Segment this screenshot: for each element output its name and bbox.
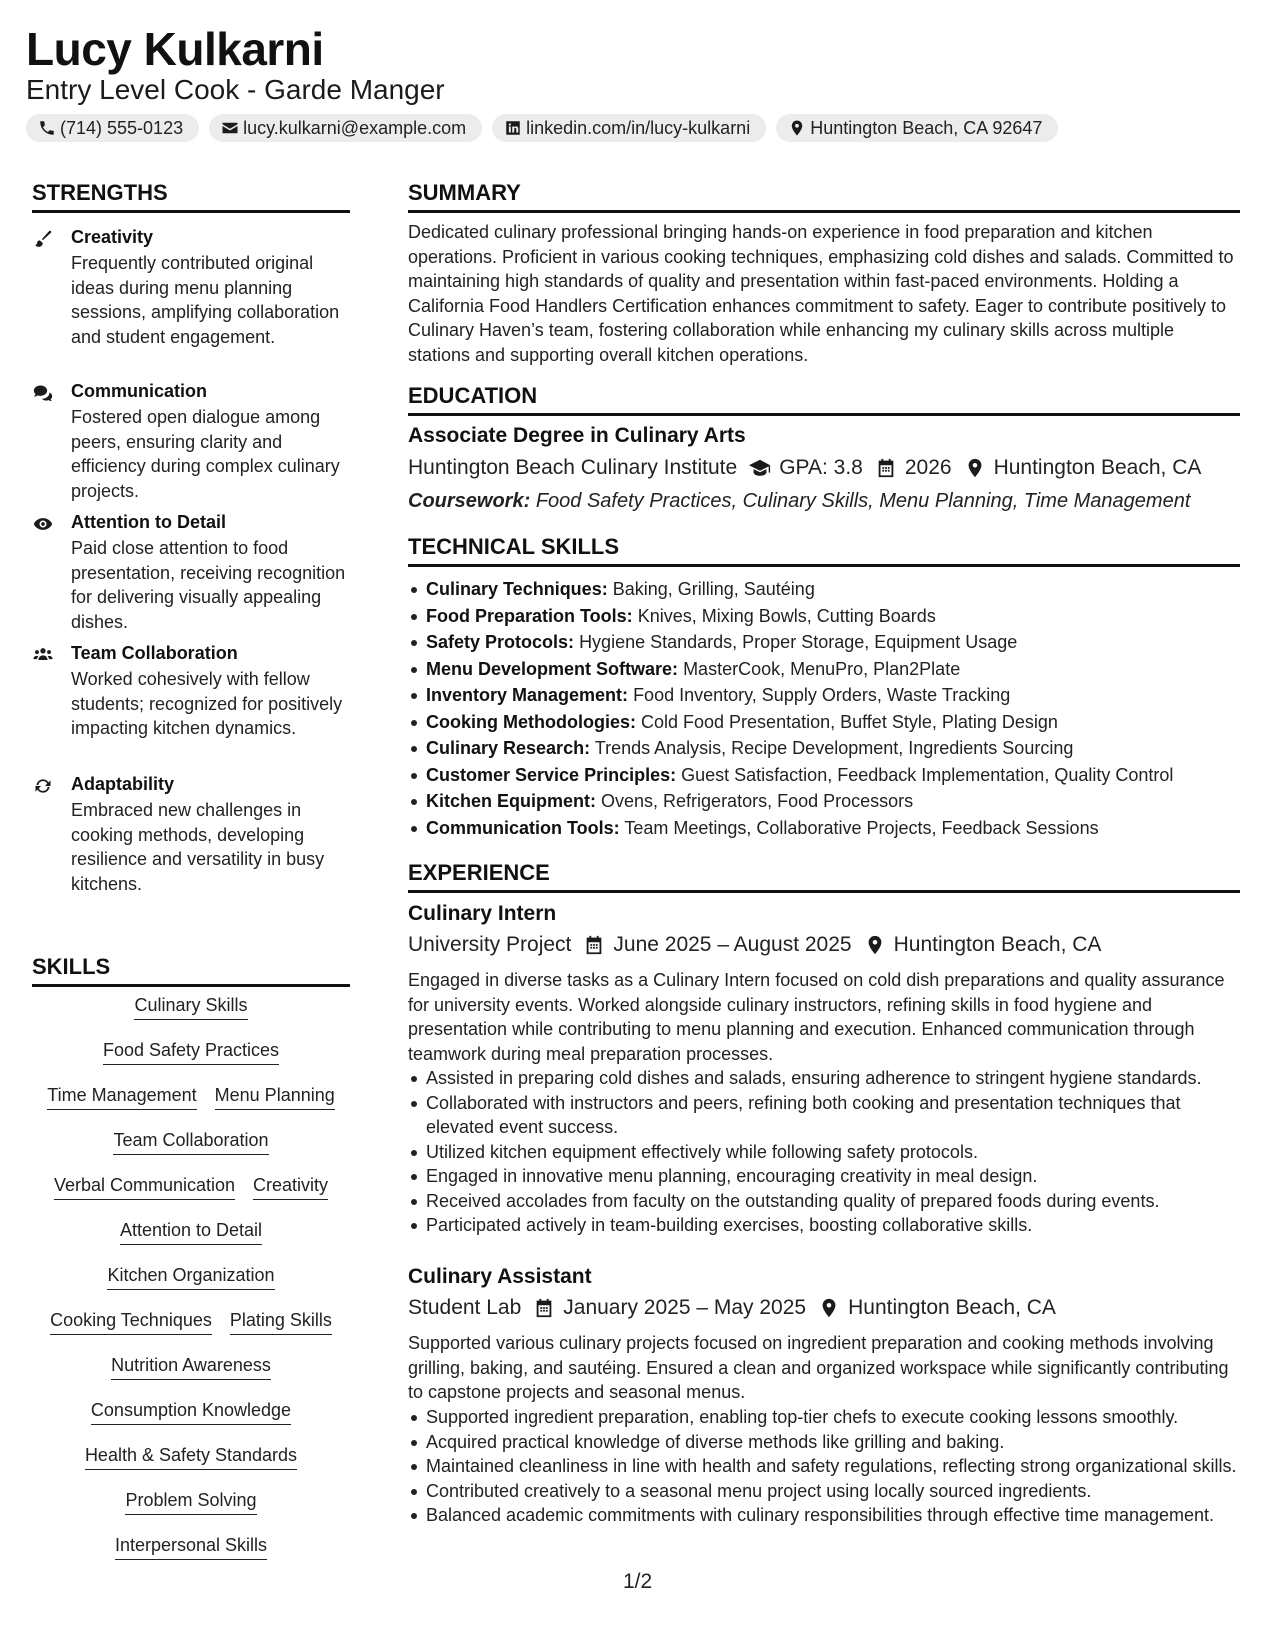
list-item [408,603,1240,630]
eye-icon [32,514,54,534]
strength-title: Creativity [71,227,154,247]
tech-skill-label: Food Preparation Tools: [426,605,633,626]
paintbrush-icon [32,229,54,249]
job-bullets [408,1405,1240,1528]
contact-linkedin[interactable] [492,114,766,142]
list-item [408,815,1240,842]
calendar-icon [875,457,897,479]
contact-location [776,114,1058,142]
calendar-icon [583,934,605,956]
strength-desc: Embraced new challenges in cooking methods, developing resilience and versatility in busy kitchens. [71,800,325,894]
skills-list [32,994,350,1579]
contact-email[interactable] [209,114,482,142]
strength-desc: Fostered open dialogue among peers, ensuring clarity and efficiency during complex culinary projects. [71,407,340,501]
list-item [408,788,1240,815]
list-item [408,682,1240,709]
skill-tag: Cooking Techniques [50,1309,212,1335]
skill-row [32,1444,350,1489]
skill-tag: Time Management [47,1084,196,1110]
tech-skill-label: Communication Tools: [426,817,620,838]
map-pin-icon [788,119,806,137]
sync-icon [32,776,54,796]
summary-heading: SUMMARY [408,180,1240,213]
skill-tag: Consumption Knowledge [91,1399,291,1425]
strength-desc: Paid close attention to food presentation, receiving recognition for delivering visually appealing dishes. [71,538,346,632]
skill-row [32,1534,350,1579]
envelope-icon [221,119,239,137]
graduation-cap-icon [749,457,771,479]
page-number: 1/2 [623,1570,653,1593]
strength-desc: Frequently contributed original ideas during menu planning sessions, amplifying collaboration and student engagement. [71,253,340,347]
tech-skill-value: Trends Analysis, Recipe Development, Ingredients Sourcing [594,738,1074,758]
job-location: Huntington Beach, CA [893,933,1102,956]
tech-skill-value: Baking, Grilling, Sautéing [612,579,815,599]
job-location: Huntington Beach, CA [848,1296,1056,1319]
strengths-heading: STRENGTHS [32,180,350,213]
map-pin-icon [864,934,886,956]
skills-heading: SKILLS [32,954,350,987]
job-org: Student Lab [408,1296,522,1319]
contact-location-text: Huntington Beach, CA 92647 [810,117,1043,138]
skill-row [32,1354,350,1399]
tech-skill-label: Culinary Research: [426,738,591,758]
job-bullets [408,1066,1240,1238]
candidate-title: Entry Level Cook - Garde Manger [26,74,445,105]
tech-skill-value: Ovens, Refrigerators, Food Processors [601,791,914,811]
list-item: Balanced academic commitments with culinary responsibilities through effective time management. [408,1503,1240,1528]
strength-desc: Worked cohesively with fellow students; recognized for positively impacting kitchen dynamics. [71,669,343,738]
list-item: Contributed creatively to a seasonal menu project using locally sourced ingredients. [408,1479,1240,1504]
linkedin-icon [504,119,522,137]
degree-name: Associate Degree in Culinary Arts [408,424,746,447]
tech-skill-label: Safety Protocols: [426,632,575,652]
skill-row [32,1219,350,1264]
list-item: Supported ingredient preparation, enabling top-tier chefs to execute cooking lessons smoothly. [408,1405,1240,1430]
tech-skill-label: Culinary Techniques: [426,579,608,599]
skill-row [32,1264,350,1309]
skill-row [32,1174,350,1219]
list-item: Utilized kitchen equipment effectively while following safety protocols. [408,1140,1240,1165]
skill-tag: Menu Planning [215,1084,335,1110]
job-dates: January 2025 – May 2025 [563,1296,807,1319]
job-title: Culinary Intern [408,902,557,925]
map-pin-icon [964,457,986,479]
contact-bar [26,114,1058,142]
skill-tag: Attention to Detail [120,1219,262,1245]
tech-skill-value: Cold Food Presentation, Buffet Style, Plating Design [641,711,1058,732]
tech-skill-value: Guest Satisfaction, Feedback Implementation, Quality Control [681,764,1174,785]
list-item [408,629,1240,656]
map-pin-icon [818,1297,840,1319]
job-summary: Engaged in diverse tasks as a Culinary Intern focused on cold dish preparations and quality assurance for university events. Worked alongside culinary instructors, refining skills in food hygiene and presentation while contributing to menu planning and execution. Enhanced communication through teamwork during meal preparation processes. [408,970,1225,1064]
graduation-year: 2026 [904,456,952,479]
job-dates: June 2025 – August 2025 [613,933,852,956]
strength-title: Team Collaboration [71,643,238,663]
contact-phone[interactable] [26,114,199,142]
job-meta [408,1296,1056,1320]
contact-phone-text: (714) 555-0123 [60,117,184,138]
skill-tag: Culinary Skills [134,994,247,1020]
strength-title: Communication [71,381,208,401]
job-org: University Project [408,933,572,956]
list-item [408,656,1240,683]
list-item: Engaged in innovative menu planning, encouraging creativity in meal design. [408,1164,1240,1189]
strength-title: Attention to Detail [71,512,226,532]
skill-tag: Nutrition Awareness [111,1354,271,1380]
technical-skills-heading: TECHNICAL SKILLS [408,534,1240,567]
education-location: Huntington Beach, CA [993,456,1202,479]
skill-tag: Health & Safety Standards [85,1444,297,1470]
skill-row [32,1399,350,1444]
tech-skill-label: Cooking Methodologies: [426,711,636,732]
calendar-icon [533,1297,555,1319]
tech-skill-value: MasterCook, MenuPro, Plan2Plate [683,658,961,679]
skill-row [32,994,350,1039]
strength-title: Adaptability [71,774,175,794]
summary-text: Dedicated culinary professional bringing hands-on experience in food preparation and kitchen operations. Proficient in various cooking techniques, emphasizing cold dishes and salads. Committed to maintaining high standards of quality and presentation within fast-paced environments. Holding a California Food Handlers Certification enhances commitment to safety. Eager to contribute positively to Culinary Haven’s team, fostering collaboration while enhancing my culinary skills across multiple stations and supporting overall kitchen operations. [408,222,1234,365]
skill-tag: Creativity [253,1174,328,1200]
experience-heading: EXPERIENCE [408,860,1240,893]
job-summary: Supported various culinary projects focused on ingredient preparation and cooking methods involving grilling, baking, and sautéing. Ensured a clean and organized workspace while significantly contributing to capstone projects and seasonal menus. [408,1333,1229,1402]
comments-icon [32,383,54,403]
coursework-label: Coursework: [408,490,531,512]
skill-row [32,1489,350,1534]
coursework [408,490,1190,513]
skill-tag: Kitchen Organization [107,1264,274,1290]
list-item [408,709,1240,736]
list-item: Participated actively in team-building exercises, boosting collaborative skills. [408,1213,1240,1238]
coursework-list: Food Safety Practices, Culinary Skills, Menu Planning, Time Management [535,490,1191,512]
contact-email-text: lucy.kulkarni@example.com [243,117,467,138]
skill-tag: Team Collaboration [113,1129,268,1155]
job-meta [408,933,1101,957]
job-title: Culinary Assistant [408,1265,592,1288]
tech-skill-value: Knives, Mixing Bowls, Cutting Boards [637,605,936,626]
list-item [408,762,1240,789]
list-item: Maintained cleanliness in line with health and safety regulations, reflecting strong organizational skills. [408,1454,1240,1479]
skill-row [32,1084,350,1129]
skill-tag: Food Safety Practices [103,1039,279,1065]
gpa: GPA: 3.8 [779,456,863,479]
users-icon [32,645,54,665]
list-item: Acquired practical knowledge of diverse methods like grilling and baking. [408,1430,1240,1455]
candidate-name: Lucy Kulkarni [26,23,324,75]
education-meta [408,456,1201,480]
skill-tag: Interpersonal Skills [115,1534,267,1560]
list-item: Collaborated with instructors and peers, refining both cooking and presentation techniques that elevated event success. [408,1091,1240,1140]
list-item [408,576,1240,603]
contact-linkedin-text: linkedin.com/in/lucy-kulkarni [526,117,751,138]
list-item: Assisted in preparing cold dishes and salads, ensuring adherence to stringent hygiene standards. [408,1066,1240,1091]
school-name: Huntington Beach Culinary Institute [408,456,738,479]
skill-row [32,1129,350,1174]
skill-tag: Verbal Communication [54,1174,235,1200]
tech-skill-value: Hygiene Standards, Proper Storage, Equipment Usage [579,632,1018,652]
tech-skill-label: Customer Service Principles: [426,764,677,785]
tech-skill-value: Team Meetings, Collaborative Projects, Feedback Sessions [624,817,1099,838]
tech-skill-value: Food Inventory, Supply Orders, Waste Tracking [633,685,1011,705]
skill-row [32,1309,350,1354]
skill-row [32,1039,350,1084]
phone-icon [38,119,56,137]
education-heading: EDUCATION [408,383,1240,416]
skill-tag: Plating Skills [230,1309,332,1335]
tech-skill-label: Inventory Management: [426,685,629,705]
tech-skill-label: Menu Development Software: [426,658,679,679]
list-item: Received accolades from faculty on the outstanding quality of prepared foods during events. [408,1189,1240,1214]
technical-skills-list [408,576,1240,841]
tech-skill-label: Kitchen Equipment: [426,791,596,811]
skill-tag: Problem Solving [125,1489,256,1515]
list-item [408,735,1240,762]
